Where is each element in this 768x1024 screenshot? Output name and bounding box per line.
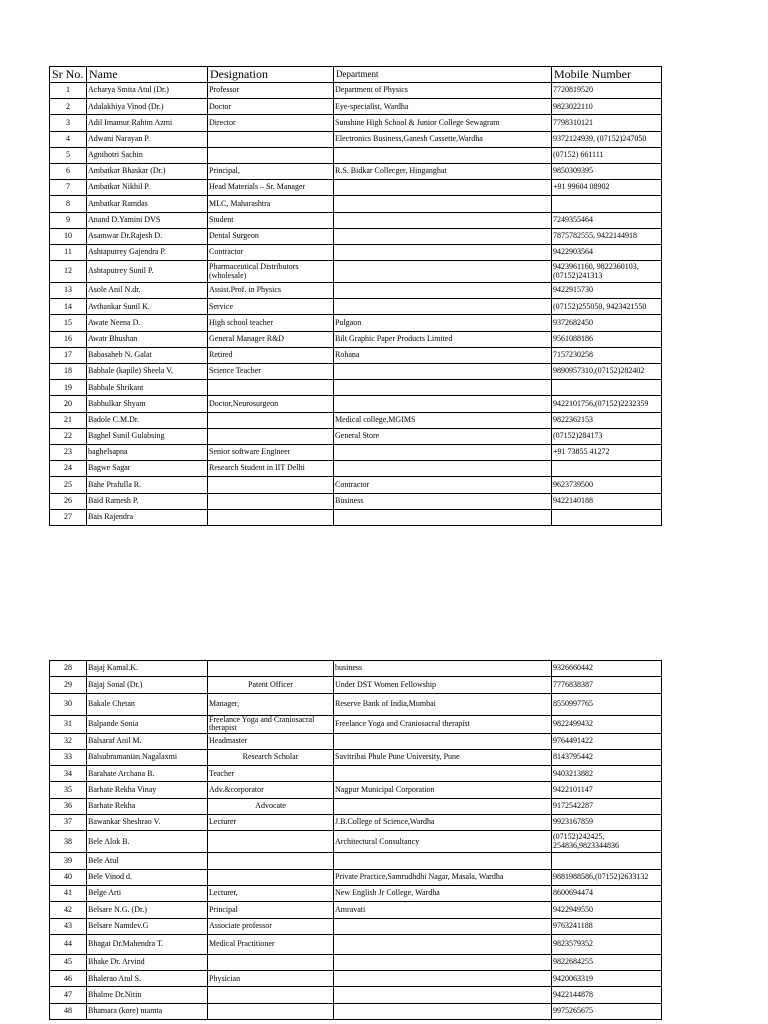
directory-table-1 xyxy=(49,66,662,526)
cell-designation: Professor xyxy=(208,83,334,99)
directory-table-2 xyxy=(49,660,662,1020)
table-row xyxy=(50,412,662,428)
cell-mobile: 7157230258 xyxy=(552,347,662,363)
cell-mobile: 9881988586,(07152)2633132 xyxy=(552,869,662,885)
table-row xyxy=(50,954,662,970)
cell-name: Awate Neena D. xyxy=(87,315,208,331)
table-row xyxy=(50,918,662,934)
cell-mobile: 9890957310,(07152)282402 xyxy=(552,364,662,380)
cell-sr: 18 xyxy=(50,364,87,380)
cell-department: Savitribai Phule Pune University, Pune xyxy=(334,749,552,765)
cell-mobile: 9923167859 xyxy=(552,815,662,831)
table-row xyxy=(50,228,662,244)
cell-sr: 3 xyxy=(50,115,87,131)
table-row xyxy=(50,299,662,315)
cell-department: Pulgaon xyxy=(334,315,552,331)
table-row xyxy=(50,477,662,493)
cell-sr: 28 xyxy=(50,661,87,677)
cell-designation: Principal, xyxy=(208,163,334,179)
cell-name: Bawankar Sheshrao V. xyxy=(87,815,208,831)
cell-name: Adil Imamur Rahim Azmi xyxy=(87,115,208,131)
cell-mobile: 9623739500 xyxy=(552,477,662,493)
cell-sr: 4 xyxy=(50,131,87,147)
cell-designation: Advocate xyxy=(208,798,334,814)
cell-department xyxy=(334,733,552,749)
cell-mobile: 9422140188 xyxy=(552,493,662,509)
cell-mobile: 9372682450 xyxy=(552,315,662,331)
cell-name: Balsaraf Anil M. xyxy=(87,733,208,749)
cell-department xyxy=(334,180,552,196)
header-name: Name xyxy=(87,67,208,83)
cell-sr: 39 xyxy=(50,853,87,869)
cell-mobile xyxy=(552,509,662,525)
cell-designation: Senior software Engineer xyxy=(208,444,334,460)
cell-designation xyxy=(208,954,334,970)
cell-department: Rohana xyxy=(334,347,552,363)
cell-designation: Research Student in IIT Delhi xyxy=(208,461,334,477)
table-row xyxy=(50,331,662,347)
cell-mobile: (07152)284173 xyxy=(552,428,662,444)
cell-department: business xyxy=(334,661,552,677)
table-row xyxy=(50,115,662,131)
cell-name: Bele Atul xyxy=(87,853,208,869)
cell-department: Freelance Yoga and Craniosacral therapist xyxy=(334,715,552,733)
cell-department: Eye-specialist, Wardha xyxy=(334,99,552,115)
cell-mobile: 9422101756,(07152)2232359 xyxy=(552,396,662,412)
cell-department: Sunshine High School & Junior College Sewagram xyxy=(334,115,552,131)
cell-designation xyxy=(208,509,334,525)
cell-department: Business xyxy=(334,493,552,509)
table-row xyxy=(50,212,662,228)
cell-mobile: 9850309395 xyxy=(552,163,662,179)
cell-mobile: 8600694474 xyxy=(552,885,662,901)
cell-name: Avthankar Sunil K. xyxy=(87,299,208,315)
cell-mobile xyxy=(552,853,662,869)
cell-department xyxy=(334,954,552,970)
cell-designation xyxy=(208,869,334,885)
cell-mobile: 9975265675 xyxy=(552,1003,662,1019)
cell-name: Ashtaputrey Gajendra P. xyxy=(87,244,208,260)
cell-mobile: 8550997765 xyxy=(552,693,662,715)
table-row xyxy=(50,396,662,412)
cell-name: Bakale Chetan xyxy=(87,693,208,715)
cell-name: Balsubramanian Nagalaxmi xyxy=(87,749,208,765)
cell-sr: 41 xyxy=(50,885,87,901)
cell-department xyxy=(334,934,552,954)
cell-name: Agnihotri Sachin xyxy=(87,147,208,163)
table-row xyxy=(50,733,662,749)
table-row xyxy=(50,677,662,693)
cell-sr: 6 xyxy=(50,163,87,179)
cell-name: Ambatkar Nikhil P. xyxy=(87,180,208,196)
cell-sr: 15 xyxy=(50,315,87,331)
table-row xyxy=(50,831,662,853)
table-row xyxy=(50,934,662,954)
cell-name: Barahate Archana B. xyxy=(87,766,208,782)
table-row xyxy=(50,244,662,260)
cell-designation: Student xyxy=(208,212,334,228)
cell-mobile: 9822684255 xyxy=(552,954,662,970)
cell-designation: Freelance Yoga and Craniosacral therapist xyxy=(208,715,334,733)
table-row xyxy=(50,444,662,460)
cell-sr: 47 xyxy=(50,987,87,1003)
cell-designation: Associate professor xyxy=(208,918,334,934)
cell-name: Ambatkar Ramdas xyxy=(87,196,208,212)
cell-designation: Doctor,Neurosurgeon xyxy=(208,396,334,412)
cell-sr: 32 xyxy=(50,733,87,749)
cell-designation: Assist.Prof. in Physics xyxy=(208,283,334,299)
cell-mobile: +91 73855 41272 xyxy=(552,444,662,460)
cell-mobile xyxy=(552,380,662,396)
cell-name: Belge Arti xyxy=(87,885,208,901)
cell-sr: 26 xyxy=(50,493,87,509)
cell-sr: 42 xyxy=(50,902,87,918)
cell-designation xyxy=(208,412,334,428)
cell-mobile: 9422949550 xyxy=(552,902,662,918)
cell-designation: Medical Practitioner xyxy=(208,934,334,954)
cell-sr: 29 xyxy=(50,677,87,693)
table-row xyxy=(50,971,662,987)
cell-department xyxy=(334,509,552,525)
cell-designation xyxy=(208,853,334,869)
cell-mobile: 9172542287 xyxy=(552,798,662,814)
table-row xyxy=(50,315,662,331)
cell-sr: 10 xyxy=(50,228,87,244)
cell-designation xyxy=(208,493,334,509)
cell-department xyxy=(334,1003,552,1019)
cell-sr: 2 xyxy=(50,99,87,115)
cell-name: Baid Ramesh P. xyxy=(87,493,208,509)
table-row xyxy=(50,131,662,147)
table-row xyxy=(50,196,662,212)
cell-department xyxy=(334,228,552,244)
cell-designation: Principal xyxy=(208,902,334,918)
cell-designation: Headmaster xyxy=(208,733,334,749)
cell-mobile: 9422101147 xyxy=(552,782,662,798)
cell-sr: 34 xyxy=(50,766,87,782)
cell-department xyxy=(334,987,552,1003)
cell-department: General Store xyxy=(334,428,552,444)
cell-sr: 5 xyxy=(50,147,87,163)
cell-department: New English Jr College, Wardha xyxy=(334,885,552,901)
cell-designation: Adv.&corporator xyxy=(208,782,334,798)
table-1-body xyxy=(50,83,662,526)
cell-designation xyxy=(208,661,334,677)
cell-sr: 43 xyxy=(50,918,87,934)
cell-mobile: 9403213882 xyxy=(552,766,662,782)
cell-sr: 13 xyxy=(50,283,87,299)
table-row xyxy=(50,766,662,782)
table-row xyxy=(50,509,662,525)
cell-mobile: 7875782555, 9422144918 xyxy=(552,228,662,244)
cell-designation: Retired xyxy=(208,347,334,363)
cell-department xyxy=(334,918,552,934)
header-sr: Sr No. xyxy=(50,67,87,83)
cell-name: Baghel Sunil Gulabsing xyxy=(87,428,208,444)
header-department: Department xyxy=(334,67,552,83)
cell-name: Babhale (kapile) Sheela V. xyxy=(87,364,208,380)
cell-name: Barhate Rekha Vinay xyxy=(87,782,208,798)
cell-sr: 25 xyxy=(50,477,87,493)
cell-name: Asamwar Dr.Rajesh D. xyxy=(87,228,208,244)
cell-sr: 19 xyxy=(50,380,87,396)
cell-sr: 38 xyxy=(50,831,87,853)
cell-department xyxy=(334,212,552,228)
cell-name: Babasaheb N. Galat xyxy=(87,347,208,363)
table-row xyxy=(50,715,662,733)
table-row xyxy=(50,380,662,396)
cell-designation: Manager, xyxy=(208,693,334,715)
cell-mobile: 7798310121 xyxy=(552,115,662,131)
table-row xyxy=(50,364,662,380)
cell-name: Bais Rajendra xyxy=(87,509,208,525)
cell-name: Adalakhiya Vinod (Dr.) xyxy=(87,99,208,115)
cell-name: Belsare Namdev.G xyxy=(87,918,208,934)
table-row xyxy=(50,902,662,918)
cell-designation: High school teacher xyxy=(208,315,334,331)
cell-designation: Head Materials – Sr. Manager xyxy=(208,180,334,196)
cell-name: Bele Vinod d. xyxy=(87,869,208,885)
cell-sr: 9 xyxy=(50,212,87,228)
cell-name: Bhagat Dr.Mahendra T. xyxy=(87,934,208,954)
cell-designation: Lecturer xyxy=(208,815,334,831)
cell-designation xyxy=(208,428,334,444)
cell-designation xyxy=(208,1003,334,1019)
cell-sr: 1 xyxy=(50,83,87,99)
cell-designation: Contractor xyxy=(208,244,334,260)
cell-department: Reserve Bank of India,Mumbai xyxy=(334,693,552,715)
cell-mobile: 7776838387 xyxy=(552,677,662,693)
cell-name: Ambatkar Bhaskar (Dr.) xyxy=(87,163,208,179)
cell-department: Private Practice,Samrudhdhi Nagar, Masala, Wardha xyxy=(334,869,552,885)
table-row xyxy=(50,147,662,163)
cell-designation xyxy=(208,987,334,1003)
cell-designation xyxy=(208,131,334,147)
table-row xyxy=(50,853,662,869)
cell-department: Under DST Women Fellowship xyxy=(334,677,552,693)
cell-name: Acharya Smita Atul (Dr.) xyxy=(87,83,208,99)
cell-designation xyxy=(208,380,334,396)
table-row xyxy=(50,749,662,765)
table-row xyxy=(50,347,662,363)
cell-mobile: 8143795442 xyxy=(552,749,662,765)
cell-designation: Teacher xyxy=(208,766,334,782)
table-row xyxy=(50,782,662,798)
table-row xyxy=(50,461,662,477)
cell-department xyxy=(334,261,552,283)
cell-department: Architectural Consultancy xyxy=(334,831,552,853)
cell-department: Medical college,MGIMS xyxy=(334,412,552,428)
table-row xyxy=(50,869,662,885)
cell-department xyxy=(334,766,552,782)
cell-name: Belsare N.G. (Dr.) xyxy=(87,902,208,918)
cell-name: Anand D.Yamini DVS xyxy=(87,212,208,228)
cell-mobile: 9763241188 xyxy=(552,918,662,934)
cell-name: Adwani Narayan P. xyxy=(87,131,208,147)
cell-mobile: 9326660442 xyxy=(552,661,662,677)
cell-sr: 17 xyxy=(50,347,87,363)
cell-sr: 36 xyxy=(50,798,87,814)
cell-name: Bajaj Sonal (Dr.) xyxy=(87,677,208,693)
cell-mobile: (07152)242425, 254836,9823344836 xyxy=(552,831,662,853)
cell-name: Bhalme Dr.Nitin xyxy=(87,987,208,1003)
cell-sr: 31 xyxy=(50,715,87,733)
cell-sr: 12 xyxy=(50,261,87,283)
cell-designation: Patent Officer xyxy=(208,677,334,693)
cell-designation: Physician xyxy=(208,971,334,987)
cell-sr: 30 xyxy=(50,693,87,715)
cell-mobile: 9372124939, (07152)247050 xyxy=(552,131,662,147)
cell-sr: 7 xyxy=(50,180,87,196)
cell-department: R.S. Bidkar Collecger, Hinganghat xyxy=(334,163,552,179)
cell-sr: 46 xyxy=(50,971,87,987)
cell-sr: 11 xyxy=(50,244,87,260)
cell-designation xyxy=(208,477,334,493)
cell-mobile: 9422144878 xyxy=(552,987,662,1003)
cell-mobile xyxy=(552,196,662,212)
cell-designation: Doctor xyxy=(208,99,334,115)
cell-name: Badole C.M.Dr. xyxy=(87,412,208,428)
header-row xyxy=(50,67,662,83)
table-row xyxy=(50,83,662,99)
cell-department: J.B.College of Science,Wardha xyxy=(334,815,552,831)
cell-department xyxy=(334,444,552,460)
table-row xyxy=(50,163,662,179)
cell-designation: Service xyxy=(208,299,334,315)
cell-department xyxy=(334,283,552,299)
cell-department xyxy=(334,196,552,212)
cell-department xyxy=(334,364,552,380)
cell-name: Awatr Bhushan xyxy=(87,331,208,347)
cell-mobile: 9561088186 xyxy=(552,331,662,347)
cell-mobile: 7249355464 xyxy=(552,212,662,228)
cell-department xyxy=(334,798,552,814)
cell-mobile: 9764491422 xyxy=(552,733,662,749)
cell-sr: 20 xyxy=(50,396,87,412)
cell-sr: 8 xyxy=(50,196,87,212)
cell-mobile: 9823022110 xyxy=(552,99,662,115)
cell-designation: Pharmaceutical Distributors (wholesale) xyxy=(208,261,334,283)
cell-name: Bhalerao Atul S. xyxy=(87,971,208,987)
cell-department xyxy=(334,971,552,987)
cell-sr: 24 xyxy=(50,461,87,477)
table-2-body xyxy=(50,661,662,1020)
cell-name: Bajaj Kamal.K. xyxy=(87,661,208,677)
cell-mobile: 9423961160, 9822360103, (07152)241313 xyxy=(552,261,662,283)
table-row xyxy=(50,693,662,715)
cell-sr: 14 xyxy=(50,299,87,315)
table-row xyxy=(50,885,662,901)
cell-designation: Lecturer, xyxy=(208,885,334,901)
cell-designation: Director xyxy=(208,115,334,131)
cell-mobile: 9822499432 xyxy=(552,715,662,733)
cell-name: Bele Alok B. xyxy=(87,831,208,853)
cell-sr: 44 xyxy=(50,934,87,954)
cell-sr: 23 xyxy=(50,444,87,460)
cell-department xyxy=(334,461,552,477)
cell-mobile: (07152) 661111 xyxy=(552,147,662,163)
cell-name: Bahe Prafulla R. xyxy=(87,477,208,493)
cell-name: Babhale Shrikant xyxy=(87,380,208,396)
cell-name: baghelsapna xyxy=(87,444,208,460)
cell-sr: 16 xyxy=(50,331,87,347)
header-mobile: Mobile Number xyxy=(552,67,662,83)
cell-designation: Research Scholar xyxy=(208,749,334,765)
cell-sr: 22 xyxy=(50,428,87,444)
cell-department: Amravati xyxy=(334,902,552,918)
cell-department xyxy=(334,147,552,163)
cell-name: Bhamara (kore) mamta xyxy=(87,1003,208,1019)
cell-department: Department of Physics xyxy=(334,83,552,99)
cell-department: Contractor xyxy=(334,477,552,493)
cell-name: Bagwe Sagar xyxy=(87,461,208,477)
cell-sr: 45 xyxy=(50,954,87,970)
cell-sr: 35 xyxy=(50,782,87,798)
cell-department xyxy=(334,396,552,412)
cell-designation xyxy=(208,147,334,163)
table-row xyxy=(50,798,662,814)
cell-mobile xyxy=(552,461,662,477)
cell-name: Asole Anil N.dr. xyxy=(87,283,208,299)
cell-mobile: 9422903564 xyxy=(552,244,662,260)
cell-sr: 27 xyxy=(50,509,87,525)
table-row xyxy=(50,987,662,1003)
cell-sr: 48 xyxy=(50,1003,87,1019)
cell-department: Electronics Business,Ganesh Cassette,Wardha xyxy=(334,131,552,147)
table-row xyxy=(50,180,662,196)
cell-department: Nagpur Municipal Corporation xyxy=(334,782,552,798)
cell-name: Barhate Rekha xyxy=(87,798,208,814)
cell-name: Babhulkar Shyam xyxy=(87,396,208,412)
cell-mobile: 7720819520 xyxy=(552,83,662,99)
cell-sr: 37 xyxy=(50,815,87,831)
cell-name: Bhake Dr. Arvind xyxy=(87,954,208,970)
cell-designation: Science Teacher xyxy=(208,364,334,380)
cell-department xyxy=(334,244,552,260)
cell-sr: 21 xyxy=(50,412,87,428)
cell-mobile: 9823579352 xyxy=(552,934,662,954)
cell-designation xyxy=(208,831,334,853)
cell-mobile: +91 99604 08902 xyxy=(552,180,662,196)
table-row xyxy=(50,261,662,283)
table-row xyxy=(50,661,662,677)
cell-sr: 40 xyxy=(50,869,87,885)
cell-sr: 33 xyxy=(50,749,87,765)
table-row xyxy=(50,1003,662,1019)
table-row xyxy=(50,99,662,115)
table-row xyxy=(50,815,662,831)
cell-department xyxy=(334,853,552,869)
cell-designation: Dental Surgeon xyxy=(208,228,334,244)
cell-department xyxy=(334,299,552,315)
header-designation: Designation xyxy=(208,67,334,83)
cell-designation: MLC, Maharashtra xyxy=(208,196,334,212)
table-row xyxy=(50,493,662,509)
cell-department: Bilt Graphic Paper Products Limited xyxy=(334,331,552,347)
cell-mobile: 9420063319 xyxy=(552,971,662,987)
table-row xyxy=(50,428,662,444)
cell-mobile: 9422915730 xyxy=(552,283,662,299)
table-row xyxy=(50,283,662,299)
cell-department xyxy=(334,380,552,396)
cell-designation: General Manager R&D xyxy=(208,331,334,347)
cell-name: Balpande Sonia xyxy=(87,715,208,733)
cell-mobile: 9822362153 xyxy=(552,412,662,428)
cell-mobile: (07152)255050, 9423421550 xyxy=(552,299,662,315)
cell-name: Ashtaputrey Sunil P. xyxy=(87,261,208,283)
